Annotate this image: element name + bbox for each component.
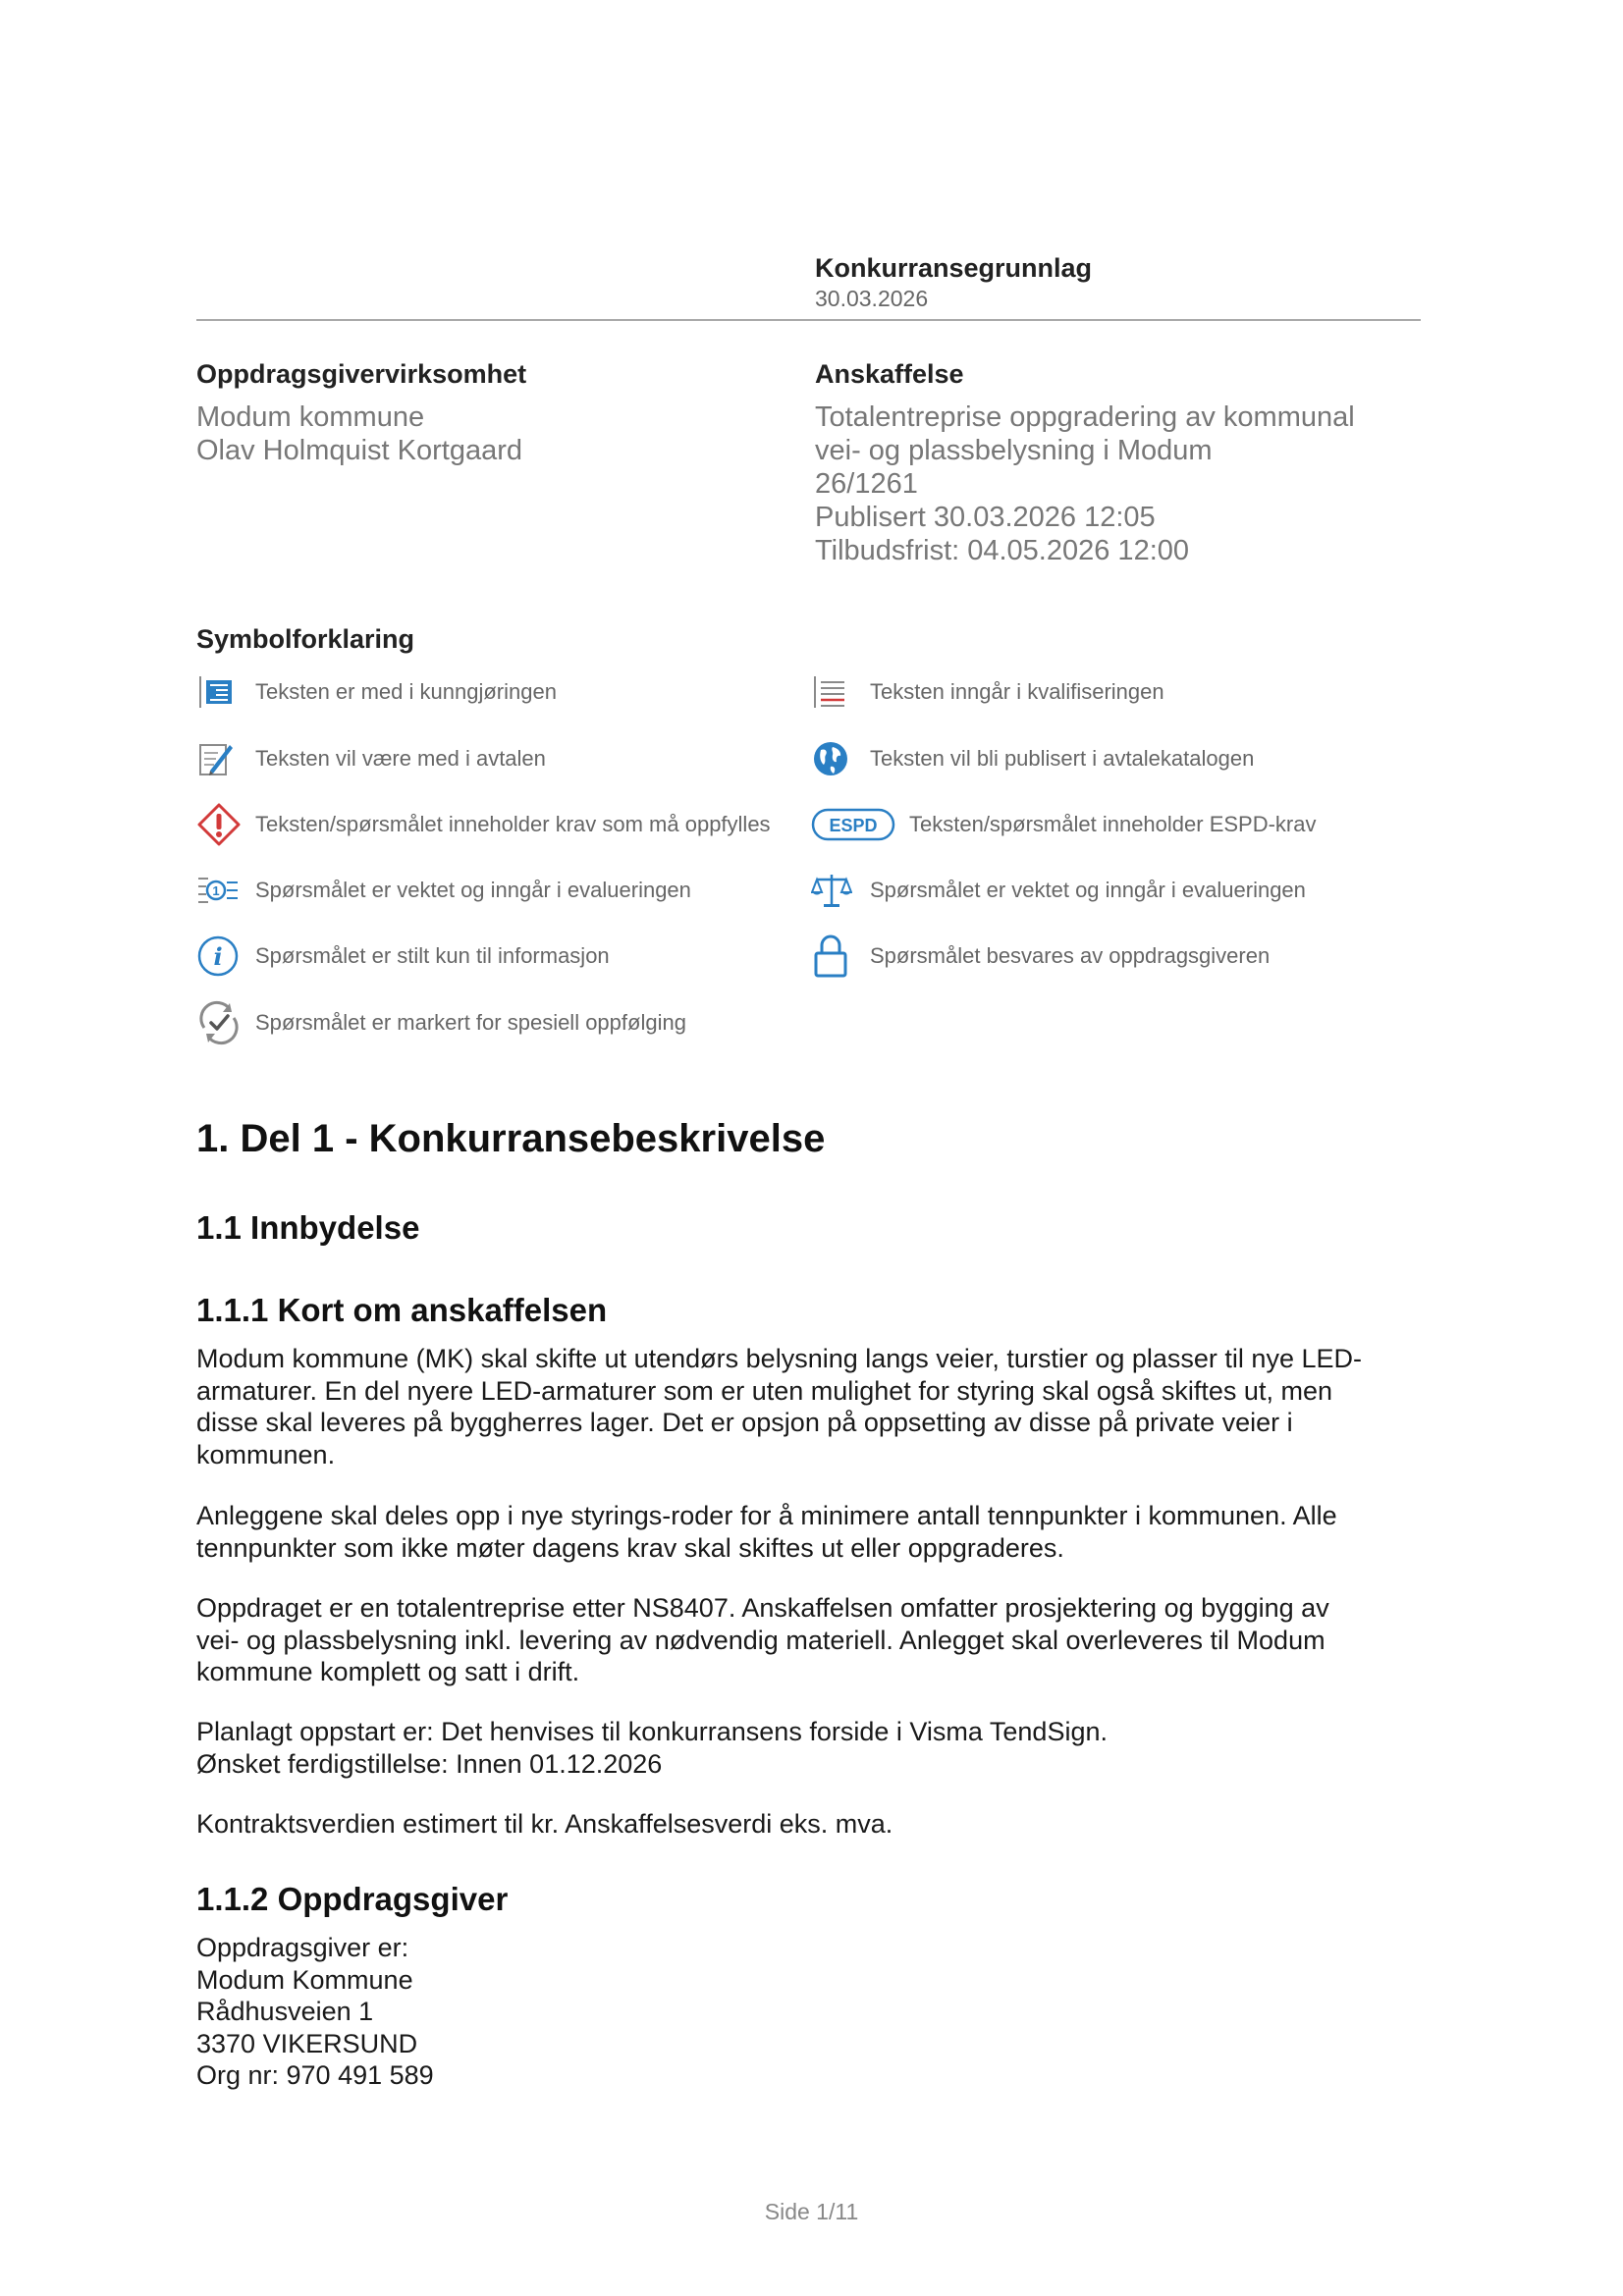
paragraph-line: armaturer. En del nyere LED-armaturer som er uten mulighet for styring skal også skiftes ut, men <box>196 1375 1332 1406</box>
paragraph-line: tennpunkter som ikke møter dagens krav skal skiftes ut eller oppgraderes. <box>196 1532 1064 1563</box>
globe-icon <box>811 735 858 782</box>
paragraph <box>196 1716 1434 1780</box>
legend-text: Teksten vil bli publisert i avtalekatalogen <box>870 746 1255 771</box>
info-icon <box>196 933 243 980</box>
legend-item <box>196 864 691 917</box>
legend-item <box>196 930 610 983</box>
section-heading: 1. Del 1 - Konkurransebeskrivelse <box>196 1117 826 1160</box>
svg-text:1: 1 <box>212 883 220 898</box>
legend-item <box>811 930 1270 983</box>
espd-badge-icon <box>811 801 899 848</box>
legend-heading: Symbolforklaring <box>196 624 415 654</box>
legend-text: Spørsmålet er vektet og inngår i evalueringen <box>870 878 1306 902</box>
procurement-line: Totalentreprise oppgradering av kommunal <box>815 401 1355 433</box>
paragraph-line: Kontraktsverdien estimert til kr. Anskaffelsesverdi eks. mva. <box>196 1809 893 1839</box>
legend-text: Spørsmålet besvares av oppdragsgiveren <box>870 943 1271 968</box>
address-line: 3370 VIKERSUND <box>196 2028 418 2058</box>
legend-text: Teksten er med i kunngjøringen <box>255 679 557 704</box>
svg-text:i: i <box>213 942 223 971</box>
legend-item <box>811 732 1254 785</box>
legend-text: Teksten inngår i kvalifiseringen <box>870 679 1164 704</box>
address-line: Rådhusveien 1 <box>196 1997 374 2026</box>
legend-text: Spørsmålet er markert for spesiell oppfølging <box>255 1010 686 1035</box>
legend-text: Teksten vil være med i avtalen <box>255 746 546 771</box>
paragraph-line: Planlagt oppstart er: Det henvises til konkurransens forside i Visma TendSign. <box>196 1717 1108 1746</box>
legend-text: Teksten/spørsmålet inneholder ESPD-krav <box>909 812 1317 836</box>
legend-item <box>811 864 1306 917</box>
legend-item <box>196 996 686 1049</box>
announcement-icon <box>196 668 243 716</box>
client-line: Olav Holmquist Kortgaard <box>196 435 523 466</box>
procurement-details <box>815 400 1355 567</box>
paragraph-line: kommune komplett og satt i drift. <box>196 1657 580 1686</box>
svg-text:ESPD: ESPD <box>829 816 878 835</box>
paragraph-line: disse skal leveres på byggherres lager. Det er opsjon på oppsetting av disse på private veier i <box>196 1408 1293 1437</box>
paragraph <box>196 1343 1434 1470</box>
subsection-heading: 1.1.2 Oppdragsgiver <box>196 1881 509 1917</box>
document-date: 30.03.2026 <box>815 286 929 311</box>
paragraph <box>196 1500 1434 1564</box>
follow-up-icon <box>196 999 243 1046</box>
legend-item <box>811 666 1164 719</box>
procurement-line: Publisert 30.03.2026 12:05 <box>815 502 1156 533</box>
header-divider <box>196 319 1421 321</box>
client-details <box>196 400 522 467</box>
legend-item <box>196 798 771 851</box>
client-line: Modum kommune <box>196 401 425 433</box>
legend-item <box>196 732 546 785</box>
lock-icon <box>811 933 858 980</box>
paragraph-line: Anleggene skal deles opp i nye styrings-roder for å minimere antall tennpunkter i kommunen. Alle <box>196 1501 1337 1530</box>
paragraph-line: Modum kommune (MK) skal skifte ut utendørs belysning langs veier, turstier og plasser til nye LED- <box>196 1344 1362 1373</box>
client-address <box>196 1932 1434 2092</box>
address-line: Oppdragsgiver er: <box>196 1933 409 1962</box>
procurement-line: vei- og plassbelysning i Modum <box>815 435 1213 466</box>
contract-icon <box>196 735 243 782</box>
address-line: Modum Kommune <box>196 1964 413 1995</box>
procurement-heading: Anskaffelse <box>815 359 964 389</box>
legend-text: Teksten/spørsmålet inneholder krav som må oppfylles <box>255 812 771 836</box>
legend-text: Spørsmålet er stilt kun til informasjon <box>255 943 610 968</box>
procurement-line: 26/1261 <box>815 468 918 500</box>
requirement-warning-icon <box>196 801 243 848</box>
subsection-heading: 1.1.1 Kort om anskaffelsen <box>196 1292 608 1328</box>
paragraph-line: vei- og plassbelysning inkl. levering av nødvendig materiell. Anlegget skal overleveres til Modum <box>196 1625 1325 1655</box>
paragraph-line: Ønsket ferdigstillelse: Innen 01.12.2026 <box>196 1748 663 1779</box>
qualification-icon <box>811 668 858 716</box>
document-type-title: Konkurransegrunnlag <box>815 253 1093 283</box>
procurement-line: Tilbudsfrist: 04.05.2026 12:00 <box>815 535 1190 566</box>
paragraph <box>196 1592 1434 1688</box>
address-line: Org nr: 970 491 589 <box>196 2060 434 2090</box>
legend-item <box>196 666 557 719</box>
legend-item <box>811 798 1317 851</box>
page-number: Side 1/11 <box>764 2199 859 2224</box>
subsection-heading: 1.1 Innbydelse <box>196 1209 420 1246</box>
paragraph <box>196 1808 1434 1841</box>
weighted-list-icon <box>196 867 243 914</box>
scales-icon <box>811 867 858 914</box>
legend-text: Spørsmålet er vektet og inngår i evalueringen <box>255 878 691 902</box>
paragraph-line: kommunen. <box>196 1439 336 1469</box>
paragraph-line: Oppdraget er en totalentreprise etter NS8407. Anskaffelsen omfatter prosjektering og bygging av <box>196 1593 1329 1623</box>
client-heading: Oppdragsgivervirksomhet <box>196 359 527 389</box>
